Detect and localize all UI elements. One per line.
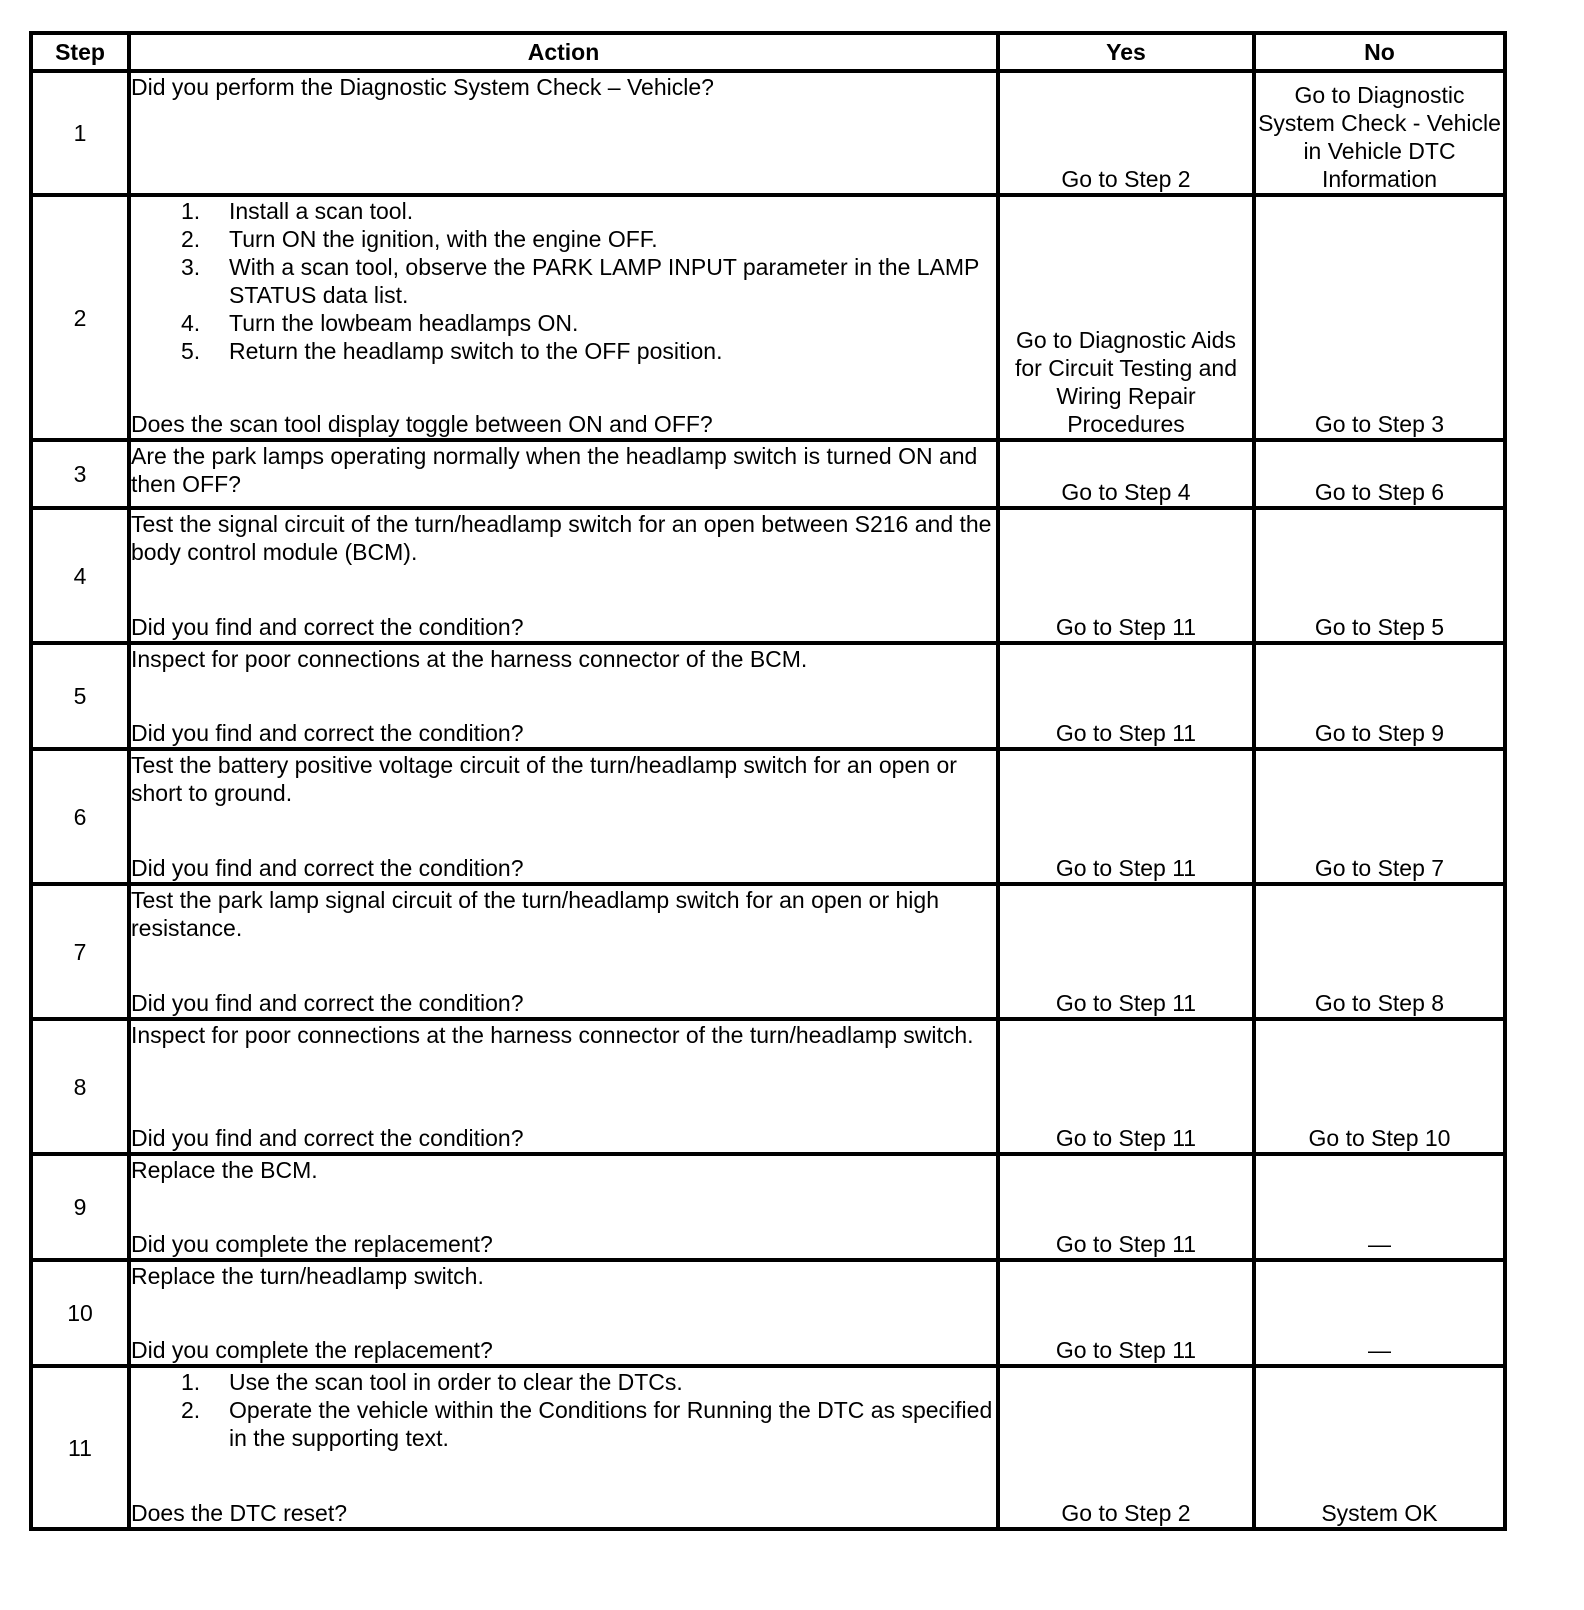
yes-outcome: Go to Diagnostic Aids for Circuit Testing and Wiring Repair Procedures — [998, 195, 1254, 440]
no-outcome: Go to Step 5 — [1254, 508, 1505, 643]
table-body — [31, 71, 1505, 1529]
step-number: 6 — [31, 749, 129, 884]
action-question: Did you complete the replacement? — [131, 1231, 493, 1257]
yes-outcome: Go to Step 11 — [998, 884, 1254, 1019]
step-number: 10 — [31, 1260, 129, 1366]
action-cell — [129, 440, 998, 508]
no-outcome: — — [1254, 1260, 1505, 1366]
action-text: Did you perform the Diagnostic System Check – Vehicle? — [131, 74, 714, 100]
action-step-item — [181, 337, 996, 365]
action-step-item — [181, 225, 996, 253]
step-number: 9 — [31, 1154, 129, 1260]
action-question: Did you find and correct the condition? — [131, 1125, 524, 1151]
table-row — [31, 1260, 1505, 1366]
table-row — [31, 508, 1505, 643]
action-step-text: Turn the lowbeam headlamps ON. — [229, 310, 579, 336]
diagnostic-table — [29, 31, 1507, 1531]
yes-outcome: Go to Step 11 — [998, 643, 1254, 749]
action-step-text: Turn ON the ignition, with the engine OFF. — [229, 226, 658, 252]
header-yes: Yes — [998, 33, 1254, 71]
table-row — [31, 440, 1505, 508]
yes-outcome: Go to Step 11 — [998, 1154, 1254, 1260]
action-step-text: Operate the vehicle within the Conditions for Running the DTC as specified in the supporting text. — [229, 1397, 993, 1451]
action-step-number: 2. — [181, 1397, 201, 1423]
step-number: 5 — [31, 643, 129, 749]
action-question: Does the DTC reset? — [131, 1500, 348, 1526]
action-cell — [129, 749, 998, 884]
action-text: Replace the turn/headlamp switch. — [131, 1263, 484, 1289]
table-row — [31, 884, 1505, 1019]
action-text: Inspect for poor connections at the harness connector of the BCM. — [131, 646, 808, 672]
action-step-item — [181, 197, 996, 225]
no-outcome: Go to Diagnostic System Check - Vehicle in Vehicle DTC Information — [1254, 71, 1505, 195]
no-outcome: Go to Step 9 — [1254, 643, 1505, 749]
step-number: 4 — [31, 508, 129, 643]
action-question: Did you find and correct the condition? — [131, 614, 524, 640]
action-cell — [129, 1366, 998, 1529]
yes-outcome: Go to Step 11 — [998, 508, 1254, 643]
action-step-item — [181, 1368, 996, 1396]
no-outcome: System OK — [1254, 1366, 1505, 1529]
table-row — [31, 1366, 1505, 1529]
action-question: Did you find and correct the condition? — [131, 720, 524, 746]
no-outcome: Go to Step 7 — [1254, 749, 1505, 884]
no-outcome: Go to Step 10 — [1254, 1019, 1505, 1154]
action-cell — [129, 643, 998, 749]
action-steps-list — [131, 197, 996, 365]
action-text: Replace the BCM. — [131, 1157, 318, 1183]
no-outcome: — — [1254, 1154, 1505, 1260]
table-row — [31, 1019, 1505, 1154]
action-step-text: Use the scan tool in order to clear the DTCs. — [229, 1369, 683, 1395]
action-step-text: Return the headlamp switch to the OFF position. — [229, 338, 723, 364]
action-cell — [129, 195, 998, 440]
table-row — [31, 643, 1505, 749]
action-step-text: With a scan tool, observe the PARK LAMP INPUT parameter in the LAMP STATUS data list. — [229, 254, 979, 308]
action-step-number: 2. — [181, 226, 201, 252]
action-step-item — [181, 1396, 996, 1452]
action-cell — [129, 508, 998, 643]
action-step-number: 1. — [181, 1369, 201, 1395]
header-action: Action — [129, 33, 998, 71]
action-steps-list — [131, 1368, 996, 1452]
yes-outcome: Go to Step 2 — [998, 1366, 1254, 1529]
action-question: Did you find and correct the condition? — [131, 990, 524, 1016]
yes-outcome: Go to Step 11 — [998, 1019, 1254, 1154]
action-text: Test the park lamp signal circuit of the turn/headlamp switch for an open or high resistance. — [131, 887, 939, 941]
yes-outcome: Go to Step 11 — [998, 1260, 1254, 1366]
yes-outcome: Go to Step 11 — [998, 749, 1254, 884]
action-text: Are the park lamps operating normally when the headlamp switch is turned ON and then OFF? — [131, 443, 978, 497]
action-question: Did you find and correct the condition? — [131, 855, 524, 881]
action-step-text: Install a scan tool. — [229, 198, 414, 224]
step-number: 3 — [31, 440, 129, 508]
action-cell — [129, 1019, 998, 1154]
action-step-number: 1. — [181, 198, 201, 224]
table-row — [31, 1154, 1505, 1260]
header-row — [31, 33, 1505, 71]
action-cell — [129, 884, 998, 1019]
action-question: Did you complete the replacement? — [131, 1337, 493, 1363]
step-number: 7 — [31, 884, 129, 1019]
action-step-number: 4. — [181, 310, 201, 336]
no-outcome: Go to Step 3 — [1254, 195, 1505, 440]
action-cell — [129, 1154, 998, 1260]
table-row — [31, 71, 1505, 195]
action-text: Test the signal circuit of the turn/headlamp switch for an open between S216 and the body control module (BCM). — [131, 511, 992, 565]
yes-outcome: Go to Step 2 — [998, 71, 1254, 195]
table-row — [31, 195, 1505, 440]
action-text: Inspect for poor connections at the harness connector of the turn/headlamp switch. — [131, 1022, 974, 1048]
action-cell — [129, 71, 998, 195]
step-number: 8 — [31, 1019, 129, 1154]
no-outcome: Go to Step 6 — [1254, 440, 1505, 508]
action-step-item — [181, 253, 996, 309]
action-step-number: 5. — [181, 338, 201, 364]
action-step-item — [181, 309, 996, 337]
no-outcome: Go to Step 8 — [1254, 884, 1505, 1019]
step-number: 11 — [31, 1366, 129, 1529]
table-row — [31, 749, 1505, 884]
step-number: 1 — [31, 71, 129, 195]
yes-outcome: Go to Step 4 — [998, 440, 1254, 508]
header-no: No — [1254, 33, 1505, 71]
header-step: Step — [31, 33, 129, 71]
action-text: Test the battery positive voltage circuit of the turn/headlamp switch for an open or short to ground. — [131, 752, 957, 806]
action-step-number: 3. — [181, 254, 201, 280]
step-number: 2 — [31, 195, 129, 440]
action-question: Does the scan tool display toggle between ON and OFF? — [131, 411, 713, 437]
action-cell — [129, 1260, 998, 1366]
